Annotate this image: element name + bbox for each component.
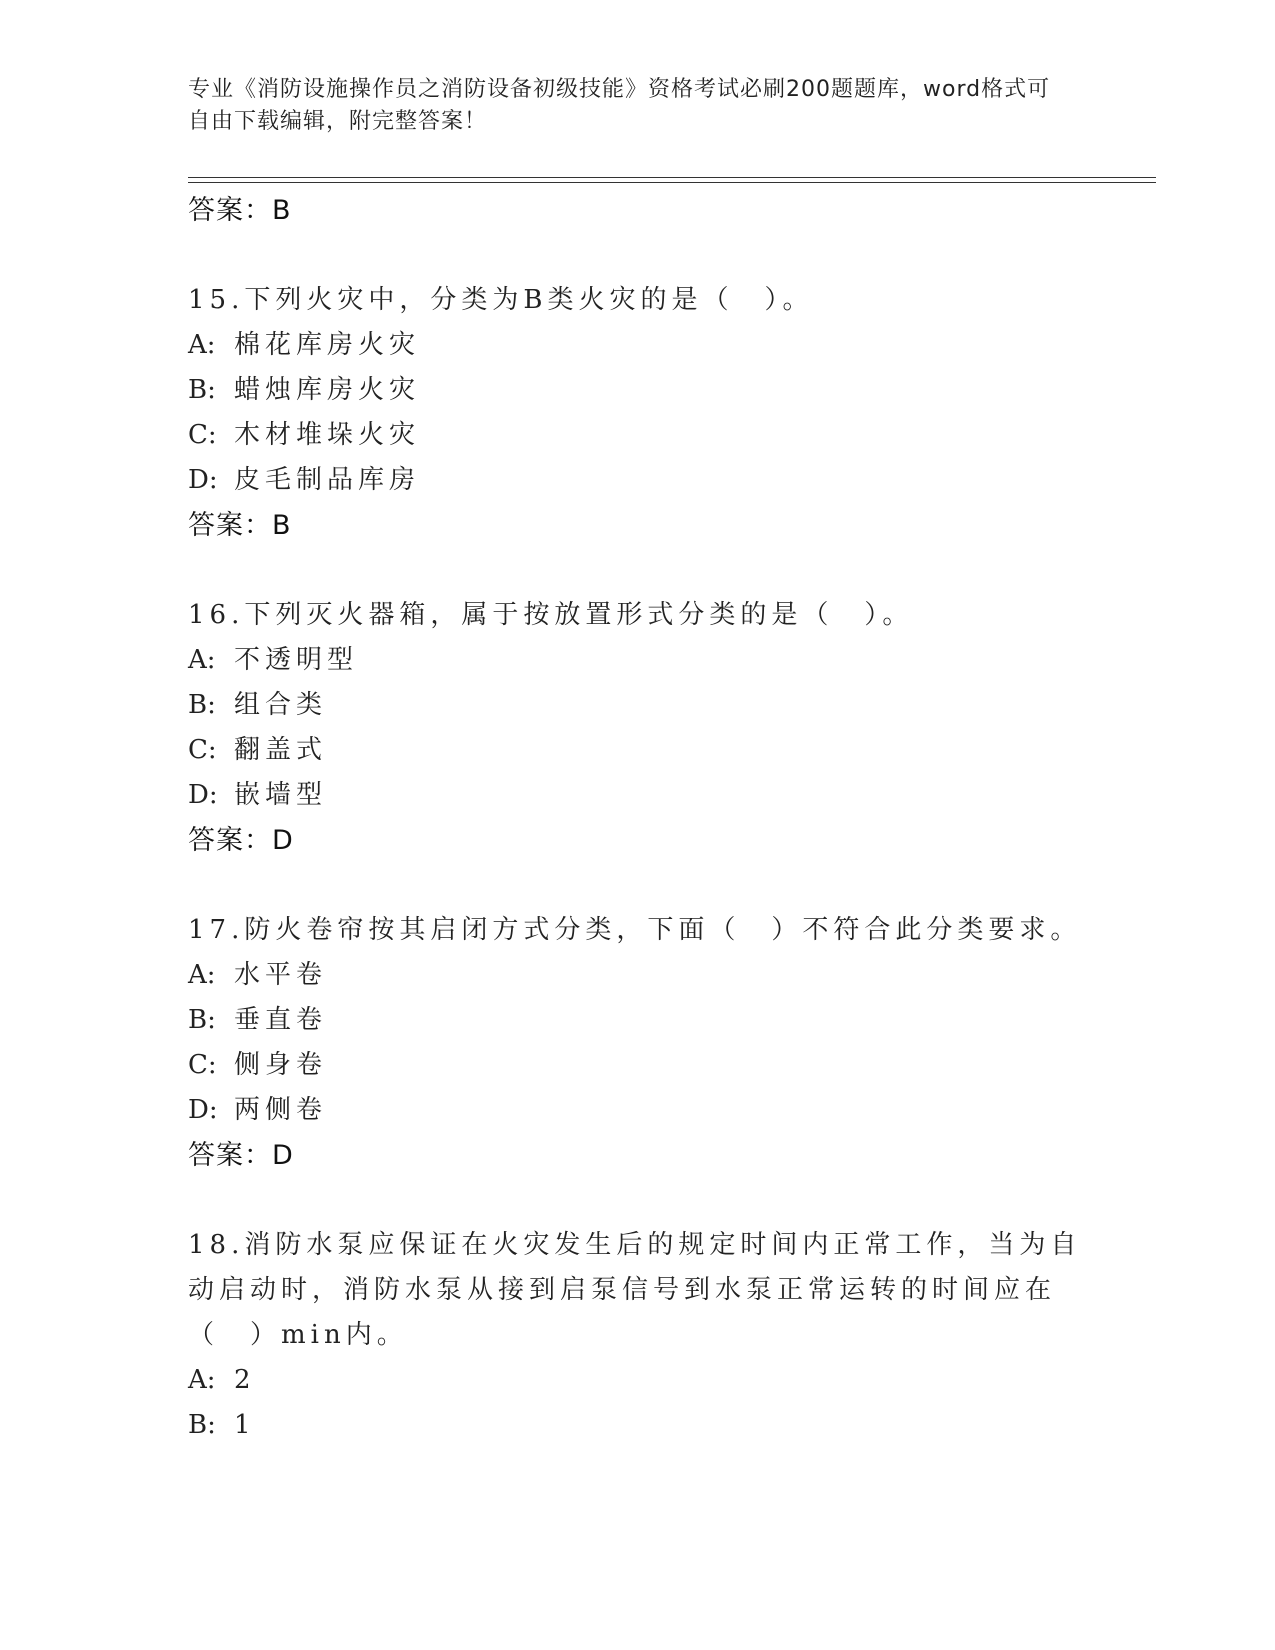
option-label: B: bbox=[188, 1410, 216, 1440]
option-a bbox=[188, 638, 1088, 683]
document-header bbox=[188, 74, 1068, 138]
option-label: A: bbox=[188, 1365, 216, 1395]
option-d bbox=[188, 1088, 1088, 1133]
header-text: 专业《消防设施操作员之消防设备初级技能》资格考试必刷200题题库，word格式可自由下载编辑，附完整答案！ bbox=[188, 77, 1051, 134]
option-text: 不透明型 bbox=[234, 645, 359, 675]
answer-line: 答案：B bbox=[188, 510, 292, 541]
option-c bbox=[188, 728, 1088, 773]
question-list bbox=[188, 188, 1088, 1448]
option-text: 棉花库房火灾 bbox=[234, 330, 421, 360]
question-17 bbox=[188, 908, 1088, 1178]
option-d bbox=[188, 458, 1088, 503]
header-rule-bottom bbox=[188, 182, 1156, 183]
option-label: B: bbox=[188, 1005, 216, 1035]
answer-line: 答案：B bbox=[188, 195, 292, 226]
question-16 bbox=[188, 593, 1088, 863]
option-a bbox=[188, 1358, 1088, 1403]
question-18 bbox=[188, 1223, 1088, 1448]
option-c bbox=[188, 413, 1088, 458]
question-stem: 15.下列火灾中，分类为B类火灾的是（ ）。 bbox=[188, 285, 814, 315]
option-text: 组合类 bbox=[234, 690, 328, 720]
option-text: 水平卷 bbox=[234, 960, 328, 990]
option-a bbox=[188, 953, 1088, 998]
option-a bbox=[188, 323, 1088, 368]
option-label: B: bbox=[188, 690, 216, 720]
question-stem: 18.消防水泵应保证在火灾发生后的规定时间内正常工作，当为自动启动时，消防水泵从接到启泵信号到水泵正常运转的时间应在（ ）min内。 bbox=[188, 1230, 1082, 1350]
answer-line: 答案：D bbox=[188, 825, 294, 856]
answer-line: 答案：D bbox=[188, 1140, 294, 1171]
option-b bbox=[188, 368, 1088, 413]
option-label: C: bbox=[188, 1050, 217, 1080]
option-text: 嵌墙型 bbox=[234, 780, 328, 810]
option-label: A: bbox=[188, 645, 216, 675]
option-b bbox=[188, 683, 1088, 728]
option-label: B: bbox=[188, 375, 216, 405]
option-label: C: bbox=[188, 420, 217, 450]
question-15 bbox=[188, 278, 1088, 548]
option-text: 2 bbox=[234, 1365, 256, 1395]
option-text: 1 bbox=[234, 1410, 256, 1440]
option-label: D: bbox=[188, 465, 218, 495]
option-d bbox=[188, 773, 1088, 818]
option-text: 两侧卷 bbox=[234, 1095, 328, 1125]
question-stem: 17.防火卷帘按其启闭方式分类，下面（ ）不符合此分类要求。 bbox=[188, 915, 1082, 945]
question-stem: 16.下列灭火器箱，属于按放置形式分类的是（ ）。 bbox=[188, 600, 914, 630]
option-label: A: bbox=[188, 960, 216, 990]
header-rule-top bbox=[188, 177, 1156, 178]
option-text: 蜡烛库房火灾 bbox=[234, 375, 421, 405]
option-text: 垂直卷 bbox=[234, 1005, 328, 1035]
option-text: 皮毛制品库房 bbox=[234, 465, 421, 495]
option-text: 侧身卷 bbox=[234, 1050, 328, 1080]
option-label: D: bbox=[188, 780, 218, 810]
option-b bbox=[188, 1403, 1088, 1448]
option-text: 翻盖式 bbox=[234, 735, 328, 765]
option-label: D: bbox=[188, 1095, 218, 1125]
option-label: C: bbox=[188, 735, 217, 765]
option-c bbox=[188, 1043, 1088, 1088]
option-label: A: bbox=[188, 330, 216, 360]
option-b bbox=[188, 998, 1088, 1043]
option-text: 木材堆垛火灾 bbox=[234, 420, 421, 450]
